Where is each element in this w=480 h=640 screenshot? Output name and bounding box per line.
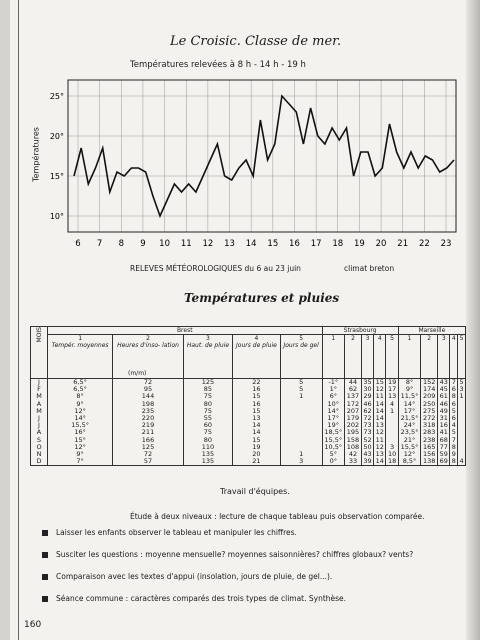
x-tick-label: 13 — [224, 239, 235, 249]
x-tick-label: 11 — [180, 239, 192, 249]
brest-col-header: 5 Jours de gel — [280, 335, 322, 379]
x-tick-label: 9 — [140, 239, 146, 249]
chart-xticks — [75, 239, 451, 249]
marseille-col-header: 2 — [421, 335, 438, 379]
work-bullet: Comparaison avec les textes d'appui (insolation, jours de pluie, de gel...). — [42, 572, 413, 594]
city-header-brest: Brest — [48, 327, 323, 335]
work-intro: Étude à deux niveaux : lecture de chaque tableau puis observation comparée. — [130, 512, 425, 521]
strasbourg-col-header: 3 — [361, 335, 373, 379]
x-tick-label: 21 — [397, 239, 409, 249]
strasbourg-frostdays-column: 19 17 13 4 1 3 10 18 — [387, 378, 397, 466]
work-bullets — [42, 528, 413, 616]
marseille-col-header: 4 — [450, 335, 458, 379]
brest-col-header: 1 Tempér. moyennes — [48, 335, 113, 379]
x-tick-label: 18 — [332, 239, 344, 249]
work-bullet: Séance commune : caractères comparés des trois types de climat. Synthèse. — [42, 594, 413, 616]
marseille-raindays-column: 7 6 8 6 5 6 4 5 7 8 9 8 — [451, 378, 456, 466]
brest-col-header: 3 Haut. de pluie — [183, 335, 232, 379]
table-section-title: Températures et pluies — [184, 291, 340, 305]
brest-sun-column: 72 95 144 198 235 220 219 211 166 125 72 57 — [113, 379, 184, 466]
chart-yticks — [50, 92, 64, 221]
x-tick-label: 7 — [96, 239, 103, 249]
temperature-chart — [10, 0, 466, 280]
temperature-line — [74, 96, 454, 216]
strasbourg-rain-column: 35 30 29 46 62 72 73 73 52 50 43 39 — [363, 378, 372, 466]
brest-raindays-column: 22 16 15 16 15 13 14 14 15 19 20 21 — [233, 379, 281, 466]
marseille-sun-column: 152 174 209 250 275 272 318 283 238 165 156 138 — [421, 379, 438, 466]
city-header-marseille: Marseille — [398, 327, 465, 335]
chart-subtitle: Températures relevées à 8 h - 14 h - 19 h — [130, 60, 306, 70]
y-tick-label: 25° — [49, 92, 64, 101]
page-number: 160 — [24, 620, 42, 630]
x-tick-label: 19 — [353, 239, 365, 249]
strasbourg-sun-column: 44 62 137 172 207 179 202 195 158 108 42 33 — [345, 379, 362, 466]
y-tick-label: 10° — [49, 212, 64, 221]
work-bullet: Susciter les questions : moyenne mensuelle? moyennes saisonnières? chiffres globaux? vents? — [42, 550, 413, 572]
work-bullet: Laisser les enfants observer le tableau et manipuler les chiffres. — [42, 528, 413, 550]
months-column: J F M A M J J A S O N D — [31, 379, 48, 466]
rain-unit-label: (m/m) — [128, 370, 147, 377]
x-tick-label: 10 — [159, 239, 171, 249]
strasbourg-col-header: 2 — [345, 335, 362, 379]
x-tick-label: 12 — [202, 239, 214, 249]
marseille-temp-column: 8° 9° 11,5° 14° 17° 21,5° 24° 23,5° 21° 15,5° 12° 8,5° — [398, 379, 421, 466]
book-spine — [466, 0, 480, 640]
x-tick-label: 17 — [310, 239, 322, 249]
x-tick-label: 8 — [118, 239, 125, 249]
mois-header: MOIS — [31, 327, 48, 379]
chart-title: Le Croisic. Classe de mer. — [170, 34, 342, 49]
city-header-strasbourg: Strasbourg — [322, 327, 398, 335]
x-tick-label: 23 — [440, 239, 452, 249]
brest-col-header: 4 Jours de pluie — [233, 335, 281, 379]
strasbourg-raindays-column: 15 12 11 14 14 14 13 12 11 12 13 14 — [375, 378, 384, 466]
brest-temp-column: 6,5° 6,5° 8° 9° 12° 14° 15,5° 16° 15° 12° 9° 7° — [48, 379, 113, 466]
strasbourg-col-header: 5 — [386, 335, 398, 379]
page — [10, 0, 466, 640]
x-tick-label: 14 — [245, 239, 257, 249]
chart-climate-note: climat breton — [344, 264, 395, 273]
y-tick-label: 20° — [49, 132, 64, 141]
chart-ylabel: Températures — [31, 127, 41, 182]
marseille-col-header: 5 — [458, 335, 466, 379]
marseille-rain-column: 43 45 61 46 49 31 16 41 68 77 59 69 — [439, 378, 448, 466]
work-title: Travail d'équipes. — [220, 487, 290, 496]
strasbourg-col-header: 1 — [322, 335, 345, 379]
x-tick-label: 15 — [267, 239, 279, 249]
brest-frostdays-column: 5 5 1 1 3 — [280, 379, 322, 466]
x-tick-label: 22 — [418, 239, 430, 249]
marseille-col-header: 1 — [398, 335, 421, 379]
chart-footnote: RELEVES MÉTÉOROLOGIQUES du 6 au 23 juin — [130, 264, 301, 273]
marseille-col-header: 3 — [438, 335, 450, 379]
strasbourg-temp-column: -1° 1° 6° 10° 14° 17° 19° 18,5° 15,5° 10,5° 5° 0° — [322, 379, 345, 466]
marseille-frostdays-column: 5 3 1 4 — [459, 378, 464, 466]
brest-rain-column: 125 85 75 80 75 55 60 75 80 110 135 135 — [183, 379, 232, 466]
x-tick-label: 16 — [289, 239, 300, 249]
brest-col-header: 2 Heures d'inso- lation — [113, 335, 184, 379]
strasbourg-col-header: 4 — [374, 335, 386, 379]
climate-table — [30, 326, 466, 466]
x-tick-label: 6 — [75, 239, 81, 249]
y-tick-label: 15° — [49, 172, 64, 181]
x-tick-label: 20 — [375, 239, 387, 249]
